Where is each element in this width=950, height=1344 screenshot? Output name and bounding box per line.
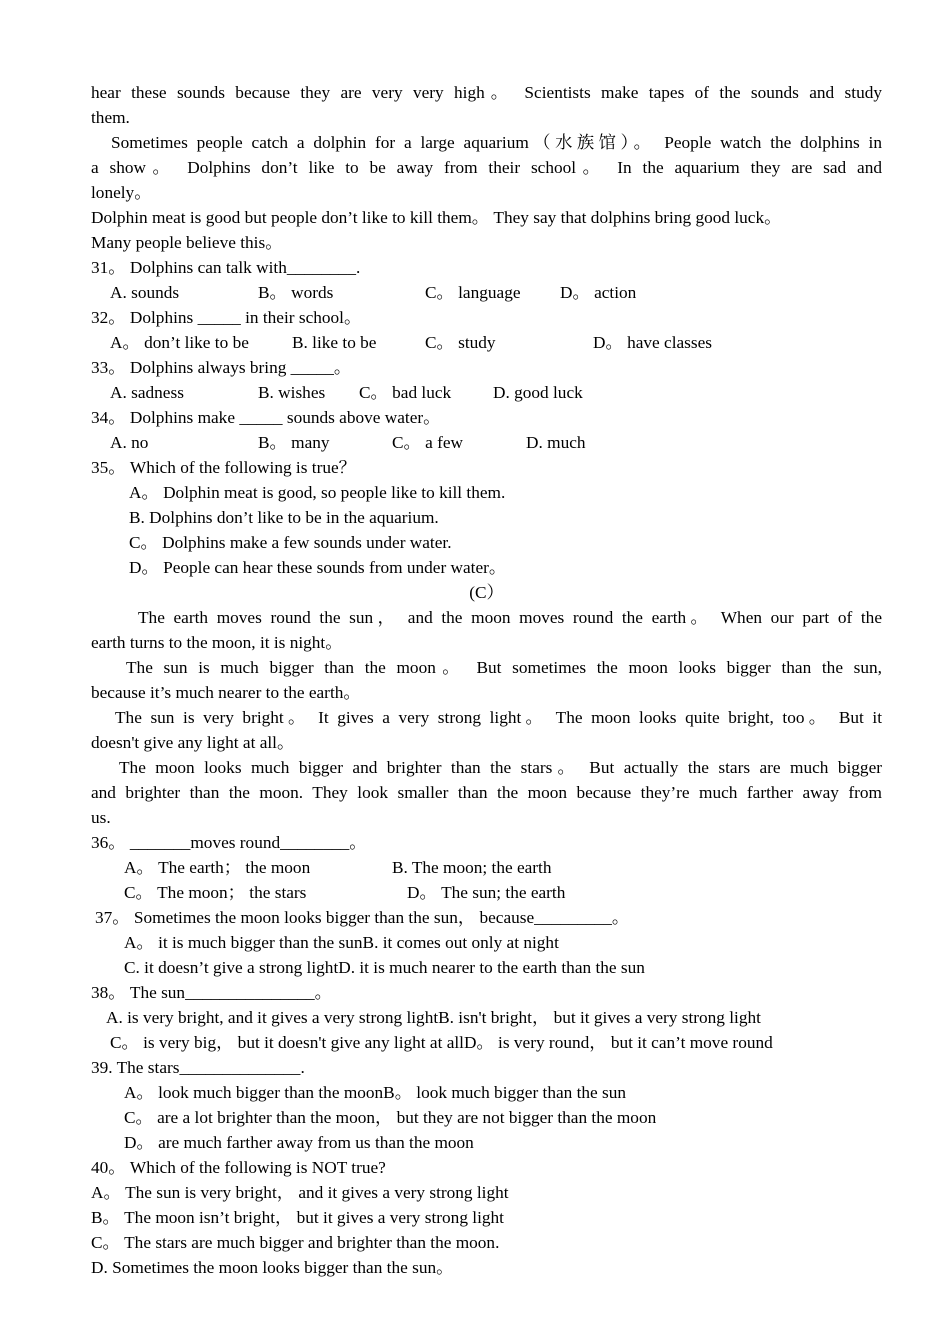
passage-c-line: earth turns to the moon, it is night。 — [91, 633, 343, 652]
option-c: C。 The moon； the stars — [124, 883, 307, 902]
question-stem: 39. The stars______________. — [91, 1058, 305, 1077]
question-stem: 34。 Dolphins make _____ sounds above water。 — [91, 408, 441, 427]
section-heading: (C） — [469, 583, 504, 602]
option-b: B。 words — [258, 283, 334, 302]
option-b: B. wishes — [258, 383, 326, 402]
option-ab: A。 it is much bigger than the sunB. it comes out only at night — [124, 933, 559, 952]
passage-b-line: them. — [91, 108, 130, 127]
option-a: A. sounds — [110, 283, 180, 302]
passage-c-line: The sun is much bigger than the moon。 But sometimes the moon looks bigger than the sun, — [126, 658, 882, 677]
question-options — [91, 880, 882, 905]
question-options — [91, 330, 882, 355]
option-d: D。 The sun; the earth — [407, 883, 566, 902]
option-d: D。 have classes — [593, 333, 713, 352]
option-d: D。 are much farther away from us than the moon — [124, 1133, 474, 1152]
option-a: A。 don’t like to be — [110, 333, 249, 352]
option-b: B. Dolphins don’t like to be in the aquarium. — [129, 508, 439, 527]
passage-c-line: doesn't give any light at all。 — [91, 733, 295, 752]
question-stem: 40。 Which of the following is NOT true? — [91, 1158, 386, 1177]
passage-b-line: Many people believe this。 — [91, 233, 283, 252]
passage-b-line: a show。 Dolphins don’t like to be away from their school。 In the aquarium they are sad and — [91, 158, 882, 177]
option-d: D. good luck — [493, 383, 583, 402]
option-a: A。 The sun is very bright， and it gives a very strong light — [91, 1183, 509, 1202]
option-b: B。 many — [258, 433, 330, 452]
question-stem: 36。 _______moves round________。 — [91, 833, 367, 852]
option-cd: C。 is very big， but it doesn't give any light at allD。 is very round， but it can’t move round — [110, 1033, 773, 1052]
passage-c-line: The sun is very bright。 It gives a very strong light。 The moon looks quite bright, too。 But it — [115, 708, 882, 727]
option-b: B. like to be — [292, 333, 377, 352]
option-cd: C. it doesn’t give a strong lightD. it is much nearer to the earth than the sun — [124, 958, 645, 977]
question-options — [91, 855, 882, 880]
option-c: C。 a few — [392, 433, 464, 452]
option-ab: A. is very bright, and it gives a very strong lightB. isn't bright， but it gives a very strong light — [106, 1008, 761, 1027]
option-d: D。 action — [560, 283, 637, 302]
option-a: A。 Dolphin meat is good, so people like to kill them. — [129, 483, 506, 502]
question-stem: 38。 The sun_______________。 — [91, 983, 332, 1002]
option-c: C。 bad luck — [359, 383, 452, 402]
option-c: C。 are a lot brighter than the moon， but they are not bigger than the moon — [124, 1108, 657, 1127]
question-stem: 37。 Sometimes the moon looks bigger than the sun， because_________。 — [95, 908, 630, 927]
option-ab: A。 look much bigger than the moonB。 look much bigger than the sun — [124, 1083, 627, 1102]
question-options — [91, 430, 882, 455]
question-options — [91, 280, 882, 305]
question-stem: 32。 Dolphins _____ in their school。 — [91, 308, 362, 327]
option-c: C。 language — [425, 283, 521, 302]
option-d: D。 People can hear these sounds from under water。 — [129, 558, 507, 577]
passage-b-line: lonely。 — [91, 183, 152, 202]
option-c: C。 Dolphins make a few sounds under water. — [129, 533, 452, 552]
passage-c-line: us. — [91, 808, 111, 827]
option-a: A. sadness — [110, 383, 184, 402]
passage-b-line: Sometimes people catch a dolphin for a large aquarium（水族馆）。 People watch the dolphins in — [111, 133, 882, 152]
passage-b-line: Dolphin meat is good but people don’t like to kill them。 They say that dolphins bring good luck。 — [91, 208, 782, 227]
option-d: D. much — [526, 433, 586, 452]
question-stem: 33。 Dolphins always bring _____。 — [91, 358, 352, 377]
passage-c-line: and brighter than the moon. They look smaller than the moon because they’re much farther away from — [91, 783, 882, 802]
passage-c-line: because it’s much nearer to the earth。 — [91, 683, 361, 702]
question-options — [91, 380, 882, 405]
question-stem: 31。 Dolphins can talk with________. — [91, 258, 361, 277]
document-page — [91, 80, 882, 1280]
passage-c-line: The moon looks much bigger and brighter than the stars。 But actually the stars are much bigger — [119, 758, 882, 777]
option-c: C。 The stars are much bigger and brighter than the moon. — [91, 1233, 500, 1252]
option-b: B。 The moon isn’t bright， but it gives a very strong light — [91, 1208, 504, 1227]
passage-c-line: The earth moves round the sun， and the moon moves round the earth。 When our part of the — [138, 608, 882, 627]
option-d: D. Sometimes the moon looks bigger than the sun。 — [91, 1258, 454, 1277]
option-a: A. no — [110, 433, 149, 452]
option-b: B. The moon; the earth — [392, 858, 552, 877]
passage-b-line: hear these sounds because they are very very high。 Scientists make tapes of the sounds and study — [91, 83, 882, 102]
question-stem: 35。 Which of the following is true？ — [91, 458, 356, 477]
option-c: C。 study — [425, 333, 496, 352]
option-a: A。 The earth； the moon — [124, 858, 311, 877]
